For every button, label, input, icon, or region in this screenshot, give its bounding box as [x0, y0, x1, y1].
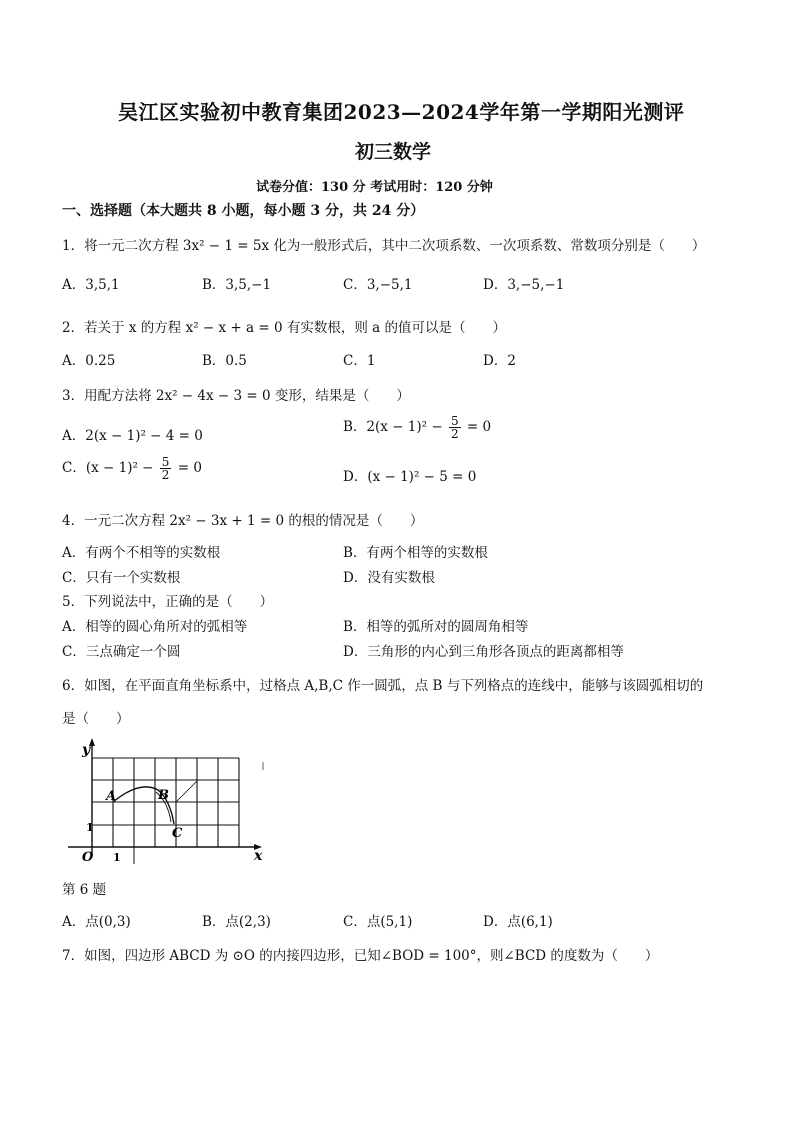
fraction: [449, 415, 461, 440]
fraction-denominator: 2: [450, 427, 459, 441]
question-4-stem: 4．一元二次方程 2x² − 3x + 1 = 0 的根的情况是（ ）: [62, 513, 424, 529]
question-6-stem-line-1: 6．如图，在平面直角坐标系中，过格点 A,B,C 作一圆弧，点 B 与下列格点的连线中，能够与该圆弧相切的: [62, 678, 704, 694]
question-3-option-b: [343, 415, 491, 440]
x-axis-label: x: [254, 848, 263, 864]
question-5-option-d: D．三角形的内心到三角形各顶点的距离都相等: [343, 644, 624, 660]
point-c-label: C: [172, 826, 183, 841]
question-4-option-b: B．有两个相等的实数根: [343, 545, 488, 561]
question-3-option-c-prefix: C．(x − 1)² −: [62, 460, 154, 476]
question-2-stem: 2．若关于 x 的方程 x² − x + a = 0 有实数根，则 a 的值可以是（ ）: [62, 320, 506, 336]
point-a-label: A: [106, 789, 117, 804]
question-3-option-c: [62, 456, 202, 481]
question-3-option-a: A．2(x − 1)² − 4 = 0: [62, 428, 203, 444]
question-6-stem-line-2: 是（ ）: [62, 711, 130, 727]
fraction-numerator: 5: [161, 455, 170, 469]
question-7-stem: 7．如图，四边形 ABCD 为 ⊙O 的内接四边形，已知∠BOD = 100°，则∠BCD 的度数为（ ）: [62, 948, 659, 964]
question-3-option-b-suffix: = 0: [466, 419, 492, 435]
question-3-option-c-suffix: = 0: [177, 460, 202, 476]
y-tick-label: 1: [86, 821, 94, 834]
question-4-option-a: A．有两个不相等的实数根: [62, 545, 221, 561]
question-2-option-b: B．0.5: [202, 353, 247, 369]
question-6-option-b: B．点(2,3): [202, 914, 271, 930]
question-2-option-d: D．2: [483, 353, 516, 369]
question-1-option-c: C．3,−5,1: [343, 277, 413, 293]
question-1-option-d: D．3,−5,−1: [483, 277, 565, 293]
question-5-stem: 5．下列说法中，正确的是（ ）: [62, 594, 274, 610]
question-1-option-b: B．3,5,−1: [202, 277, 272, 293]
subject-title: 初三数学: [355, 141, 432, 163]
question-1-stem: 1．将一元二次方程 3x² − 1 = 5x 化为一般形式后，其中二次项系数、一次项系数、常数项分别是（ ）: [62, 238, 706, 254]
question-6-figure: [62, 738, 272, 866]
exam-title: 吴江区实验初中教育集团2023—2024学年第一学期阳光测评: [118, 100, 685, 124]
question-2-option-c: C．1: [343, 353, 376, 369]
question-3-option-b-prefix: B．2(x − 1)² −: [343, 419, 443, 435]
question-6-option-a: A．点(0,3): [62, 914, 131, 930]
exam-meta: 试卷分值：130 分 考试用时：120 分钟: [256, 180, 493, 195]
question-6-option-d: D．点(6,1): [483, 914, 553, 930]
question-5-option-a: A．相等的圆心角所对的弧相等: [62, 619, 248, 635]
point-b-label: B: [158, 788, 169, 803]
tangent-hint-line: [176, 781, 197, 802]
question-4-option-c: C．只有一个实数根: [62, 570, 181, 586]
x-tick-label: 1: [113, 851, 121, 864]
question-5-option-b: B．相等的弧所对的圆周角相等: [343, 619, 529, 635]
fraction-numerator: 5: [450, 414, 459, 428]
y-axis-label: y: [82, 742, 91, 758]
question-4-option-d: D．没有实数根: [343, 570, 435, 586]
question-1-option-a: A．3,5,1: [62, 277, 120, 293]
question-6-caption: 第 6 题: [62, 882, 107, 898]
question-5-option-c: C．三点确定一个圆: [62, 644, 181, 660]
fraction-denominator: 2: [161, 468, 170, 482]
question-3-option-d: D．(x − 1)² − 5 = 0: [343, 469, 477, 485]
fraction: [160, 456, 172, 481]
question-2-option-a: A．0.25: [62, 353, 116, 369]
section-heading: 一、选择题（本大题共 8 小题，每小题 3 分，共 24 分）: [62, 203, 425, 219]
question-6-option-c: C．点(5,1): [343, 914, 413, 930]
origin-label: O: [82, 850, 94, 865]
question-3-stem: 3．用配方法将 2x² − 4x − 3 = 0 变形，结果是（ ）: [62, 388, 410, 404]
